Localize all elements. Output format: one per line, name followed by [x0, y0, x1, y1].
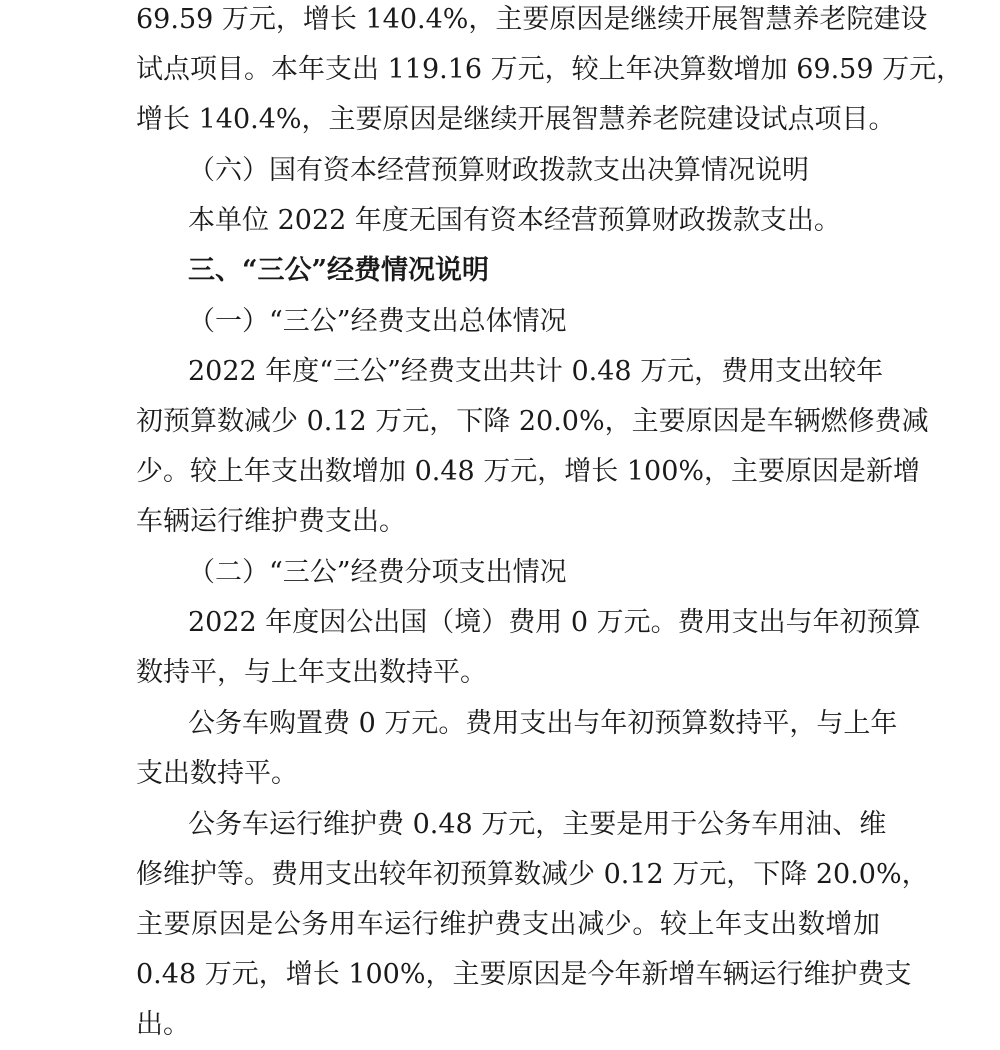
body-line-5: 本单位 2022 年度无国有资本经营预算财政拨款支出。: [188, 205, 841, 236]
subsection-heading-2: （二）“三公”经费分项支出情况: [188, 557, 567, 588]
section-heading-6: （六）国有资本经营预算财政拨款支出决算情况说明: [188, 155, 809, 186]
body-line-3: 增长 140.4%，主要原因是继续开展智慧养老院建设试点项目。: [136, 104, 896, 135]
body-line-21: 出。: [136, 1009, 190, 1040]
body-line-20: 0.48 万元，增长 100%，主要原因是今年新增车辆运行维护费支: [136, 959, 912, 990]
chapter-heading-3: 三、“三公”经费情况说明: [188, 255, 490, 286]
subsection-heading-1: （一）“三公”经费支出总体情况: [188, 306, 567, 337]
body-line-19: 主要原因是公务用车运行维护费支出减少。较上年支出数增加: [136, 909, 880, 940]
body-line-16: 支出数持平。: [136, 758, 298, 789]
body-line-10: 少。较上年支出数增加 0.48 万元，增长 100%，主要原因是新增: [136, 456, 921, 487]
body-line-15: 公务车购置费 0 万元。费用支出与年初预算数持平，与上年: [188, 708, 898, 739]
body-line-14: 数持平，与上年支出数持平。: [136, 657, 487, 688]
body-line-2: 试点项目。本年支出 119.16 万元，较上年决算数增加 69.59 万元，: [136, 54, 964, 85]
body-line-11: 车辆运行维护费支出。: [136, 506, 406, 537]
body-line-1: 69.59 万元，增长 140.4%，主要原因是继续开展智慧养老院建设: [136, 4, 928, 35]
body-line-17: 公务车运行维护费 0.48 万元，主要是用于公务车用油、维: [188, 809, 887, 840]
body-line-18: 修维护等。费用支出较年初预算数减少 0.12 万元，下降 20.0%，: [136, 859, 929, 890]
body-line-8: 2022 年度“三公”经费支出共计 0.48 万元，费用支出较年: [188, 356, 884, 387]
body-line-13: 2022 年度因公出国（境）费用 0 万元。费用支出与年初预算: [188, 607, 921, 638]
body-line-9: 初预算数减少 0.12 万元，下降 20.0%，主要原因是车辆燃修费减: [136, 406, 929, 437]
